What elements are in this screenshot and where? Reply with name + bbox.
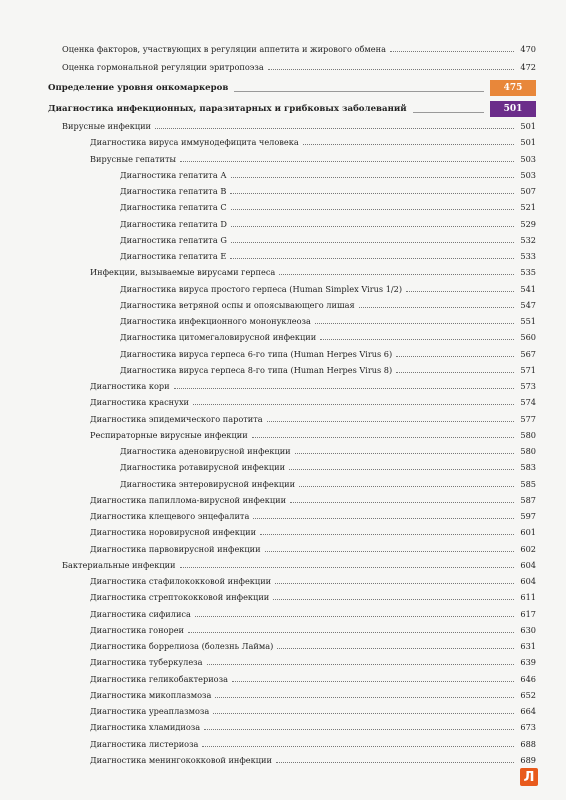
toc-entry [90, 653, 536, 667]
leader-dots [195, 616, 514, 617]
toc-entry-page: 533 [520, 251, 536, 261]
toc-entry [90, 540, 536, 554]
toc-entry [120, 247, 536, 261]
toc-entry [120, 166, 536, 180]
leader-dots [396, 372, 514, 373]
toc-entry [120, 345, 536, 359]
toc-entry [90, 263, 536, 277]
toc-entry [90, 735, 536, 749]
leader-dots [252, 437, 514, 438]
toc-entry-page: 501 [520, 121, 536, 131]
toc-entry [62, 40, 536, 54]
leader-dots [295, 453, 514, 454]
toc-entry [90, 637, 536, 651]
leader-dots [275, 583, 514, 584]
toc-entry-title: Диагностика энтеровирусной инфекции [120, 478, 296, 489]
leader-dots [232, 681, 514, 682]
toc-entry-page: 646 [520, 673, 536, 684]
leader-dots [277, 648, 514, 649]
leader-dots [213, 713, 514, 714]
leader-dots [396, 356, 514, 357]
toc-entry [90, 670, 536, 684]
leader-dots [231, 177, 514, 178]
toc-entry-page: 470 [520, 44, 536, 54]
leader-dots [188, 632, 514, 633]
toc-entry [120, 442, 536, 456]
toc-entry [120, 458, 536, 472]
leader-dots [390, 51, 514, 52]
toc-entry-title: Диагностика боррелиоза (болезнь Лайма) [90, 641, 274, 651]
toc-entry [90, 377, 536, 391]
toc-entry [120, 361, 536, 375]
toc-entry [90, 702, 536, 716]
toc-entry-title: Диагностика ротавирусной инфекции [120, 462, 286, 473]
toc-entry-title: Диагностика вируса иммунодефицита человека [90, 137, 299, 148]
leader-dots [207, 664, 514, 665]
toc-entry-page: 583 [520, 462, 536, 473]
leader-dots [231, 242, 514, 243]
toc-entry-title: Диагностика листериоза [90, 738, 199, 749]
toc-entry [120, 296, 536, 310]
toc-entry [90, 588, 536, 602]
toc-entry-page: 652 [520, 689, 536, 700]
toc-entry-title: Диагностика геликобактериоза [90, 673, 228, 684]
toc-entry [120, 280, 536, 294]
toc-entry-page: 501 [520, 137, 536, 148]
toc-entry-title: Диагностика вируса простого герпеса (Human Simplex Virus 1/2) [120, 283, 403, 294]
toc-entry-page: 577 [520, 413, 536, 424]
leader-dots [231, 209, 514, 210]
toc-entry-title: Диагностика хламидиоза [90, 722, 201, 733]
leader-dots [180, 567, 514, 568]
toc-entry-title: Диагностика кори [90, 381, 170, 391]
toc-entry-page: 551 [520, 316, 536, 326]
toc-entry [90, 718, 536, 732]
toc-entry-title: Диагностика микоплазмоза [90, 689, 212, 700]
toc-entry [120, 215, 536, 229]
toc-entry-title: Диагностика гепатита А [120, 169, 227, 180]
toc-entry-page: 535 [520, 267, 536, 278]
toc-entry-page: 585 [520, 478, 536, 489]
toc-entry-page: 631 [520, 641, 536, 651]
leader-dots [193, 404, 514, 405]
section-page-badge: 501 [490, 101, 536, 117]
toc-entry-page: 673 [520, 722, 536, 733]
toc-entry [90, 523, 536, 537]
toc-entry-title: Диагностика цитомегаловирусной инфекции [120, 332, 317, 343]
toc-entry [90, 572, 536, 586]
toc-entry-title: Диагностика парвовирусной инфекции [90, 543, 261, 554]
toc-entry [90, 393, 536, 407]
toc-entry-page: 547 [520, 299, 536, 310]
leader-dots [290, 502, 514, 503]
toc-entry-title: Диагностика гепатита В [120, 186, 227, 196]
toc-entry-title: Диагностика вируса герпеса 8-го типа (Human Herpes Virus 8) [120, 364, 393, 375]
leader-dots [265, 551, 514, 552]
toc-entry-page: 560 [520, 332, 536, 343]
toc-entry-page: 573 [520, 381, 536, 391]
toc-entry-title: Вирусные гепатиты [90, 153, 177, 164]
toc-entry-title: Диагностика краснухи [90, 397, 190, 408]
leader-dots [276, 762, 514, 763]
toc-entry-title: Диагностика аденовирусной инфекции [120, 446, 291, 456]
toc-entry-page: 617 [520, 608, 536, 619]
leader-dots [253, 518, 514, 519]
toc-entry-title: Диагностика эпидемического паротита [90, 413, 263, 424]
toc-entry-page: 601 [520, 527, 536, 538]
leader-dots [230, 193, 514, 194]
toc-entry [120, 198, 536, 212]
toc-entry-page: 521 [520, 202, 536, 213]
toc-entry-page: 574 [520, 397, 536, 408]
toc-entry [62, 556, 536, 570]
toc-entry-title: Бактериальные инфекции [62, 559, 176, 570]
section-rule [234, 91, 484, 92]
toc-entry-page: 604 [520, 576, 536, 586]
toc-entry [90, 410, 536, 424]
toc-entry-page: 604 [520, 559, 536, 570]
toc-entry-title: Вирусные инфекции [62, 121, 152, 131]
toc-entry [120, 231, 536, 245]
toc-entry-page: 688 [520, 738, 536, 749]
toc-entry-title: Диагностика папиллома-вирусной инфекции [90, 494, 287, 505]
toc-entry-page: 587 [520, 494, 536, 505]
toc-entry-title: Оценка факторов, участвующих в регуляции аппетита и жирового обмена [62, 44, 386, 54]
leader-dots [406, 291, 514, 292]
toc-entry-page: 580 [520, 429, 536, 440]
leader-dots [231, 226, 514, 227]
leader-dots [215, 697, 514, 698]
toc-entry-page: 532 [520, 234, 536, 245]
leader-dots [299, 486, 514, 487]
leader-dots [174, 388, 514, 389]
toc-entry-page: 664 [520, 706, 536, 716]
toc-entry [90, 133, 536, 147]
toc-entry-page: 630 [520, 624, 536, 635]
toc-entry [90, 491, 536, 505]
toc-entry [90, 150, 536, 164]
toc-entry-title: Диагностика стрептококковой инфекции [90, 592, 270, 603]
toc-entry-title: Диагностика гепатита Е [120, 251, 227, 261]
toc-entry-page: 580 [520, 446, 536, 456]
toc-entry-page: 472 [520, 62, 536, 72]
toc-entry-page: 689 [520, 754, 536, 765]
leader-dots [359, 307, 514, 308]
toc-entry-page: 503 [520, 169, 536, 180]
toc-entry-title: Диагностика клещевого энцефалита [90, 511, 250, 521]
leader-dots [204, 729, 514, 730]
section-title: Определение уровня онкомаркеров [48, 83, 229, 93]
toc-entry-title: Диагностика гепатита D [120, 218, 227, 229]
leader-dots [279, 274, 514, 275]
toc-entry-title: Диагностика норовирусной инфекции [90, 527, 257, 538]
toc-entry [90, 621, 536, 635]
toc-entry-page: 529 [520, 218, 536, 229]
toc-entry-title: Диагностика сифилиса [90, 608, 191, 619]
publisher-logo: Л [520, 768, 538, 786]
toc-entry-title: Диагностика гонореи [90, 624, 184, 635]
toc-entry-title: Диагностика менингококковой инфекции [90, 754, 272, 765]
leader-dots [320, 339, 514, 340]
toc-entry-page: 611 [520, 592, 536, 603]
leader-dots [267, 421, 514, 422]
leader-dots [268, 69, 514, 70]
toc-entry-title: Диагностика туберкулеза [90, 657, 203, 668]
toc-entry-page: 503 [520, 153, 536, 164]
section-heading [48, 80, 536, 96]
toc-entry [90, 686, 536, 700]
toc-entry [120, 328, 536, 342]
toc-entry-page: 541 [520, 283, 536, 294]
toc-entry-page: 567 [520, 348, 536, 359]
toc-entry [62, 117, 536, 131]
toc-entry-title: Оценка гормональной регуляции эритропоэза [62, 62, 264, 72]
toc-entry-title: Диагностика гепатита G [120, 234, 227, 245]
toc-entry-title: Респираторные вирусные инфекции [90, 429, 248, 440]
leader-dots [230, 258, 514, 259]
section-title: Диагностика инфекционных, паразитарных и грибковых заболеваний [48, 104, 407, 114]
leader-dots [315, 323, 514, 324]
toc-entry [90, 605, 536, 619]
toc-entry-title: Диагностика гепатита С [120, 202, 227, 213]
toc-entry-title: Диагностика вируса герпеса 6-го типа (Human Herpes Virus 6) [120, 348, 393, 359]
leader-dots [202, 746, 514, 747]
toc-entry [120, 475, 536, 489]
leader-dots [303, 144, 514, 145]
toc-entry-title: Диагностика стафилококковой инфекции [90, 576, 272, 586]
toc-entry-page: 597 [520, 511, 536, 521]
toc-entry-title: Диагностика инфекционного мононуклеоза [120, 316, 311, 326]
toc-entry [90, 751, 536, 765]
toc-entry-page: 507 [520, 186, 536, 196]
toc-entry [120, 312, 536, 326]
toc-entry-title: Диагностика уреаплазмоза [90, 706, 210, 716]
toc-entry [90, 507, 536, 521]
section-page-badge: 475 [490, 80, 536, 96]
toc-entry-page: 571 [520, 364, 536, 375]
leader-dots [260, 534, 514, 535]
leader-dots [155, 128, 514, 129]
toc-entry [90, 426, 536, 440]
section-rule [413, 112, 484, 113]
toc-entry [120, 182, 536, 196]
toc-entry [62, 58, 536, 72]
leader-dots [180, 161, 514, 162]
leader-dots [273, 599, 514, 600]
toc-entry-title: Инфекции, вызываемые вирусами герпеса [90, 267, 276, 278]
section-heading [48, 101, 536, 117]
leader-dots [289, 469, 514, 470]
toc-entry-page: 602 [520, 543, 536, 554]
toc-entry-page: 639 [520, 657, 536, 668]
toc-entry-title: Диагностика ветряной оспы и опоясывающего лишая [120, 299, 355, 310]
